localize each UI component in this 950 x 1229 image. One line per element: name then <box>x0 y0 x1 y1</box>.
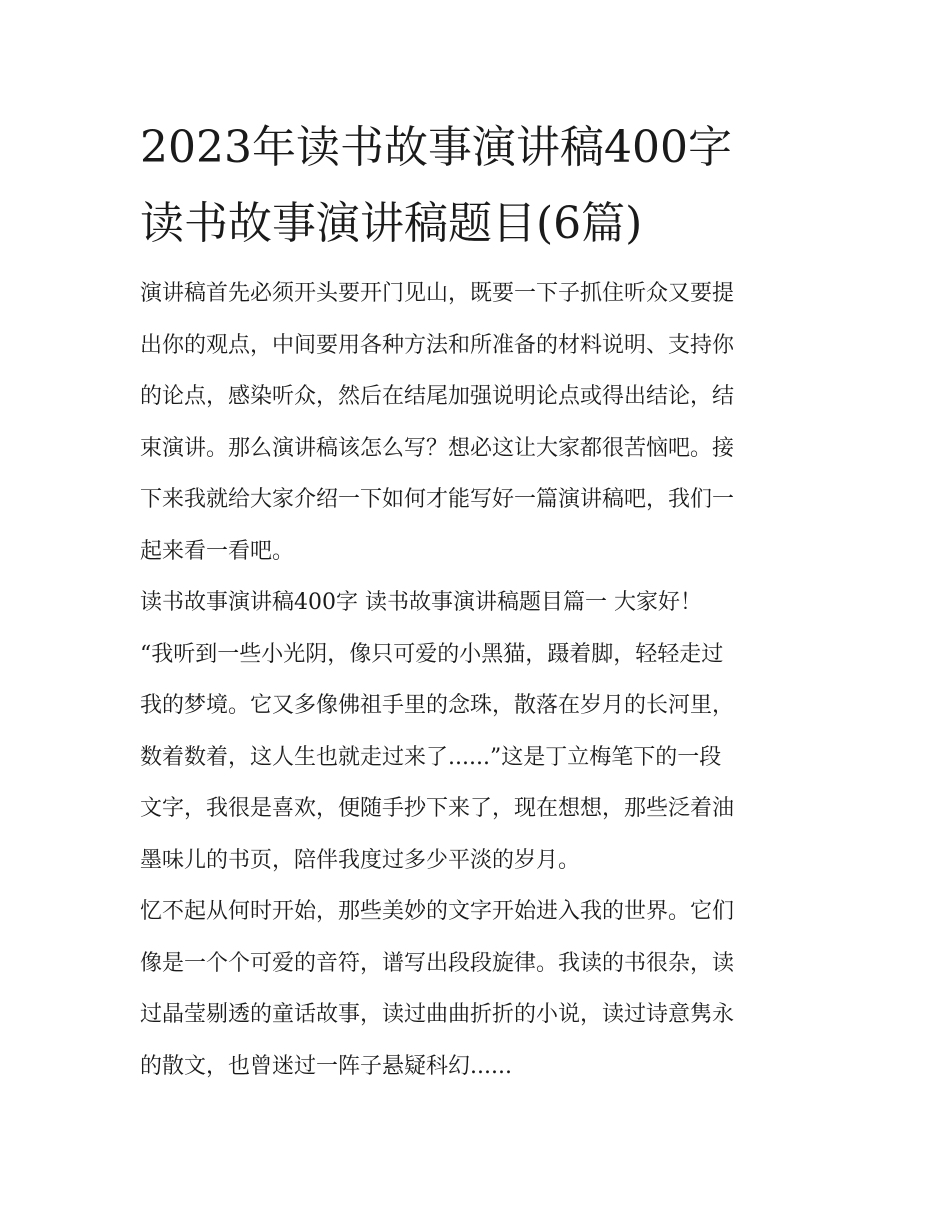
paragraph-line: 墨味儿的书页，陪伴我度过多少平淡的岁月。 <box>140 847 581 873</box>
paragraph-line: 我的梦境。它又多像佛祖手里的念珠，散落在岁月的长河里， <box>140 693 735 718</box>
paragraph-line: 过晶莹剔透的童话故事，读过曲曲折折的小说，读过诗意隽永 <box>140 1002 735 1027</box>
paragraph-line: 起来看一看吧。 <box>140 538 295 564</box>
paragraph-line: “我听到一些小光阴，像只可爱的小黑猫，蹑着脚，轻轻走过 <box>140 641 724 667</box>
section-heading: 读书故事演讲稿400字 读书故事演讲稿题目篇一 大家好！ <box>140 590 702 615</box>
paragraph-line: 忆不起从何时开始，那些美妙的文字开始进入我的世界。它们 <box>140 899 735 924</box>
paragraph-line: 下来我就给大家介绍一下如何才能写好一篇演讲稿吧，我们一 <box>140 487 735 512</box>
body-paragraph <box>140 886 812 1092</box>
quote-paragraph <box>140 629 812 887</box>
paragraph-line: 的散文，也曾迷过一阵子悬疑科幻...... <box>140 1053 512 1079</box>
paragraph-line: 束演讲。那么演讲稿该怎么写？想必这让大家都很苦恼吧。接 <box>140 435 735 461</box>
paragraph-line: 出你的观点，中间要用各种方法和所准备的材料说明、支持你 <box>140 332 735 358</box>
paragraph-line: 的论点，感染听众，然后在结尾加强说明论点或得出结论，结 <box>140 384 735 409</box>
document-page <box>140 110 812 1092</box>
paragraph-line: 像是一个个可爱的音符，谱写出段段旋律。我读的书很杂，读 <box>140 950 735 976</box>
paragraph-line: 文字，我很是喜欢，便随手抄下来了，现在想想，那些泛着油 <box>140 796 735 821</box>
document-title <box>140 110 812 262</box>
title-line-1: 2023年读书故事演讲稿400字 <box>140 122 732 173</box>
paragraph-line: 演讲稿首先必须开头要开门见山，既要一下子抓住听众又要提 <box>140 281 735 306</box>
paragraph-line: 数着数着，这人生也就走过来了......”这是丁立梅笔下的一段 <box>140 744 722 770</box>
intro-paragraph <box>140 268 812 577</box>
title-line-2: 读书故事演讲稿题目(6篇) <box>140 198 643 249</box>
